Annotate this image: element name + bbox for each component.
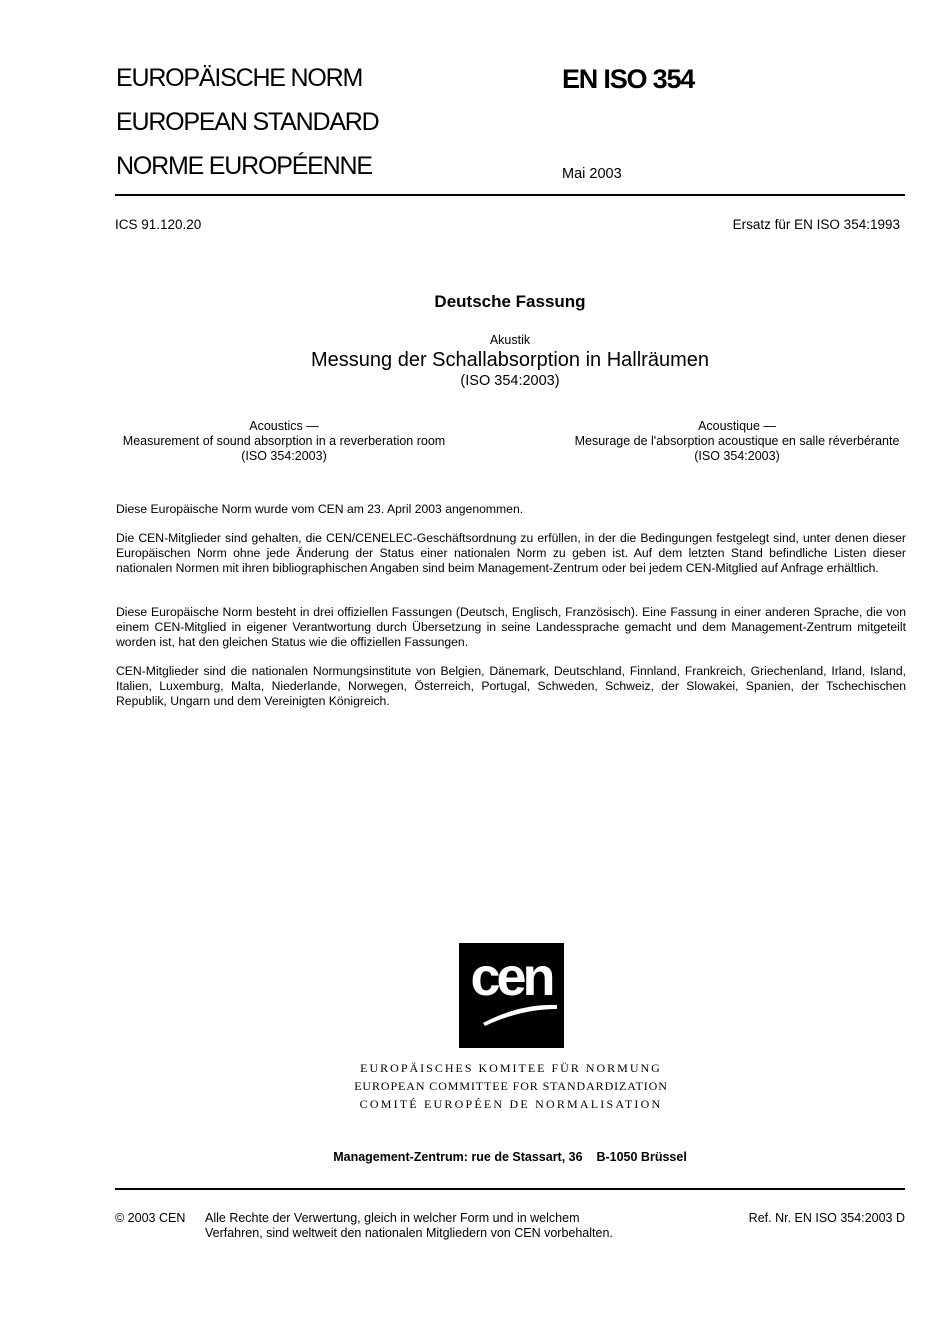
french-line-2: Mesurage de l'absorption acoustique en salle réverbérante <box>574 434 900 448</box>
committee-english: EUROPEAN COMMITTEE FOR STANDARDIZATION <box>354 1079 668 1093</box>
cen-swoosh-icon <box>483 1005 557 1026</box>
english-title-block <box>105 419 463 464</box>
committee-names <box>311 1059 711 1113</box>
document-title: Messung der Schallabsorption in Hallräumen <box>311 349 709 371</box>
members-list-paragraph: CEN-Mitglieder sind die nationalen Normungsinstitute von Belgien, Dänemark, Deutschland, Finnland, Frankreich, Griechenland, Irland, Island, Italien, Luxemburg, Malta, Niederlande, Norwegen, Österreich, Portugal, Schweden, Schweiz, der Slowakei, Spanien, der Tschechischen Republik, Ungarn und dem Vereinigten Königreich. <box>116 664 906 708</box>
versions-paragraph: Diese Europäische Norm besteht in drei offiziellen Fassungen (Deutsch, Englisch, Französisch). Eine Fassung in einer anderen Sprache, die von einem CEN-Mitglied in eigener Verantwortung durch Übersetzung in seine Landessprache gemacht und dem Management-Zentrum mitgeteilt worden ist, hat den gleichen Status wie die offiziellen Fassungen. <box>116 605 906 649</box>
committee-german: EUROPÄISCHES KOMITEE FÜR NORMUNG <box>360 1061 662 1075</box>
french-title-block <box>556 419 918 464</box>
reference-number: Ref. Nr. EN ISO 354:2003 D <box>748 1211 905 1225</box>
footer-rule <box>115 1188 905 1190</box>
publication-date: Mai 2003 <box>562 166 622 182</box>
title-german: EUROPÄISCHE NORM <box>116 64 363 92</box>
english-line-3: (ISO 354:2003) <box>241 449 327 463</box>
rights-line-2: Verfahren, sind weltweit den nationalen Mitgliedern von CEN vorbehalten. <box>205 1226 613 1240</box>
french-line-1: Acoustique — <box>698 419 776 433</box>
cen-logo-text: cen <box>470 947 552 1007</box>
subject-label: Akustik <box>489 333 531 347</box>
standard-number: EN ISO 354 <box>562 64 695 94</box>
title-french: NORME EUROPÉENNE <box>116 152 372 180</box>
header-rule <box>115 194 905 196</box>
ics-code: ICS 91.120.20 <box>115 217 202 232</box>
english-line-1: Acoustics — <box>249 419 319 433</box>
rights-line-1: Alle Rechte der Verwertung, gleich in welcher Form und in welchem <box>205 1211 580 1225</box>
iso-reference: (ISO 354:2003) <box>460 373 560 389</box>
title-english: EUROPEAN STANDARD <box>116 108 379 136</box>
french-line-3: (ISO 354:2003) <box>694 449 780 463</box>
adoption-paragraph: Diese Europäische Norm wurde vom CEN am 23. April 2003 angenommen. <box>116 502 524 516</box>
copyright: © 2003 CEN <box>115 1211 186 1225</box>
english-line-2: Measurement of sound absorption in a reverberation room <box>122 434 446 448</box>
committee-french: COMITÉ EUROPÉEN DE NORMALISATION <box>359 1097 663 1111</box>
cen-logo-graphic <box>459 943 564 1048</box>
version-label: Deutsche Fassung <box>434 292 586 311</box>
replaces-note: Ersatz für EN ISO 354:1993 <box>732 217 900 232</box>
management-address: Management-Zentrum: rue de Stassart, 36 B-1050 Brüssel <box>333 1150 687 1164</box>
members-obligation-paragraph: Die CEN-Mitglieder sind gehalten, die CEN/CENELEC-Geschäftsordnung zu erfüllen, in der die Bedingungen festgelegt sind, unter denen dieser Europäischen Norm ohne jede Änderung der Status einer nationalen Norm zu geben ist. Auf dem letzten Stand befindliche Listen dieser nationalen Normen mit ihren bibliographischen Angaben sind beim Management-Zentrum oder bei jedem CEN-Mitglied auf Anfrage erhältlich. <box>116 531 906 575</box>
rights-notice <box>205 1211 613 1241</box>
cen-logo <box>459 943 564 1048</box>
